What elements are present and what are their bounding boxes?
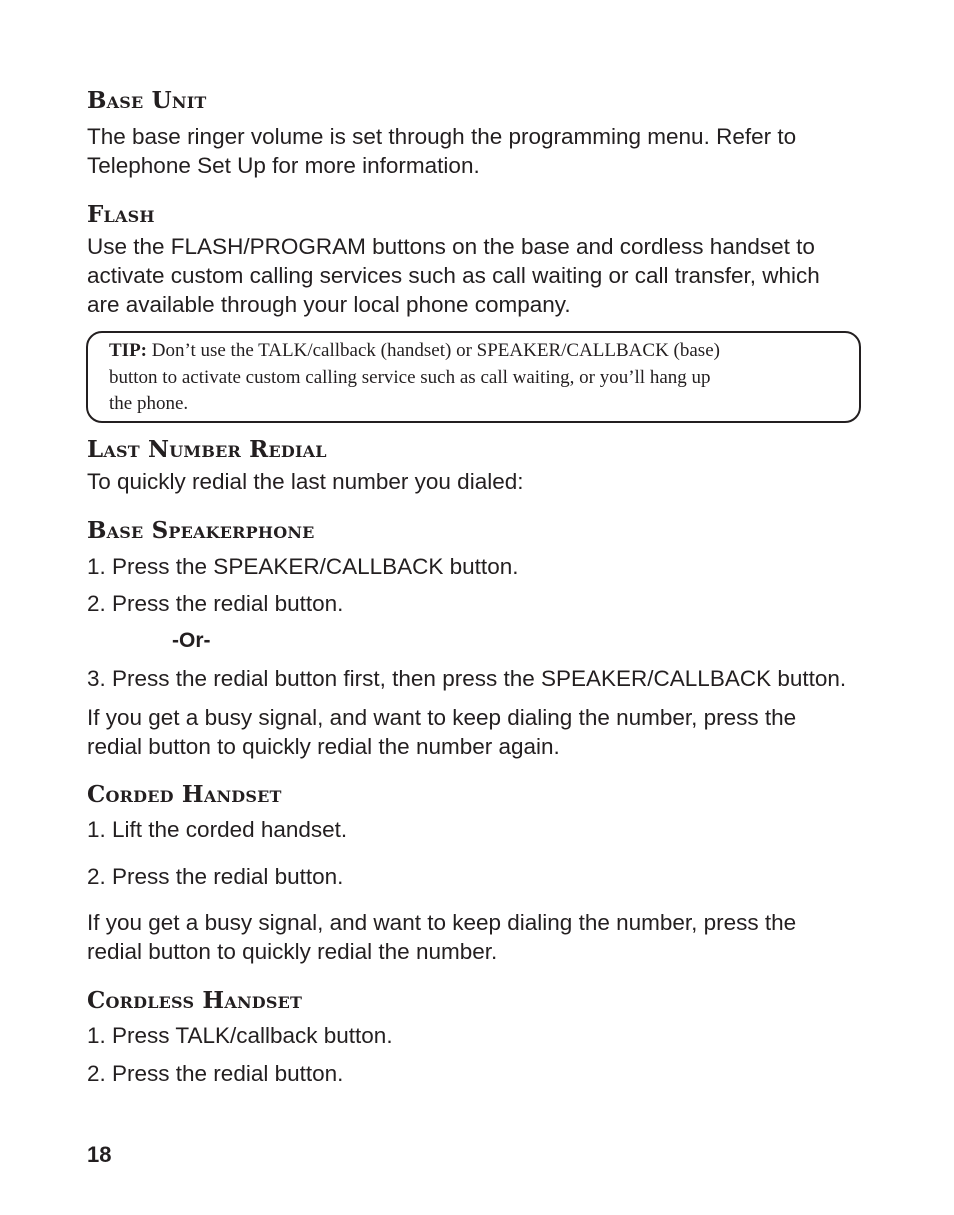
flash-text-line-3: are available through your local phone company. [87, 292, 571, 317]
tip-line-2: button to activate custom calling service such as call waiting, or you’ll hang up [109, 366, 711, 388]
tip-line-1 [109, 338, 720, 365]
cordless-handset-step-1: 1. Press TALK/callback button. [87, 1023, 393, 1048]
section-heading-last-number-redial: Last Number Redial [87, 436, 327, 463]
base-unit-text-line-2: Telephone Set Up for more information. [87, 153, 480, 178]
section-heading-flash: Flash [87, 201, 155, 228]
last-number-redial-intro: To quickly redial the last number you dialed: [87, 469, 524, 494]
section-heading-base-unit: Base Unit [87, 87, 207, 114]
base-speakerphone-step-2: 2. Press the redial button. [87, 591, 344, 616]
section-heading-base-speakerphone: Base Speakerphone [87, 517, 315, 544]
base-unit-text-line-1: The base ringer volume is set through the programming menu. Refer to [87, 124, 797, 149]
corded-handset-step-2: 2. Press the redial button. [87, 864, 344, 889]
tip-label: TIP: [109, 340, 147, 361]
base-speakerphone-note-line-1: If you get a busy signal, and want to keep dialing the number, press the [87, 705, 797, 730]
corded-handset-step-1: 1. Lift the corded handset. [87, 817, 348, 842]
corded-handset-note-line-2: redial button to quickly redial the number. [87, 939, 498, 964]
section-heading-cordless-handset: Cordless Handset [87, 987, 303, 1014]
cordless-handset-step-2: 2. Press the redial button. [87, 1061, 344, 1086]
base-speakerphone-step-3: 3. Press the redial button first, then press the SPEAKER/CALLBACK button. [87, 666, 847, 691]
or-separator: -Or- [172, 629, 211, 652]
base-speakerphone-step-1: 1. Press the SPEAKER/CALLBACK button. [87, 554, 519, 579]
tip-text-1: Don’t use the TALK/callback (handset) or SPEAKER/CALLBACK (base) [151, 340, 720, 361]
tip-box [86, 331, 861, 423]
base-speakerphone-note-line-2: redial button to quickly redial the number again. [87, 734, 560, 759]
corded-handset-note-line-1: If you get a busy signal, and want to keep dialing the number, press the [87, 910, 797, 935]
flash-text-line-1: Use the FLASH/PROGRAM buttons on the base and cordless handset to [87, 234, 815, 259]
flash-text-line-2: activate custom calling services such as call waiting or call transfer, which [87, 263, 820, 288]
tip-line-3: the phone. [109, 393, 189, 414]
section-heading-corded-handset: Corded Handset [87, 781, 282, 808]
page-number: 18 [87, 1142, 112, 1167]
